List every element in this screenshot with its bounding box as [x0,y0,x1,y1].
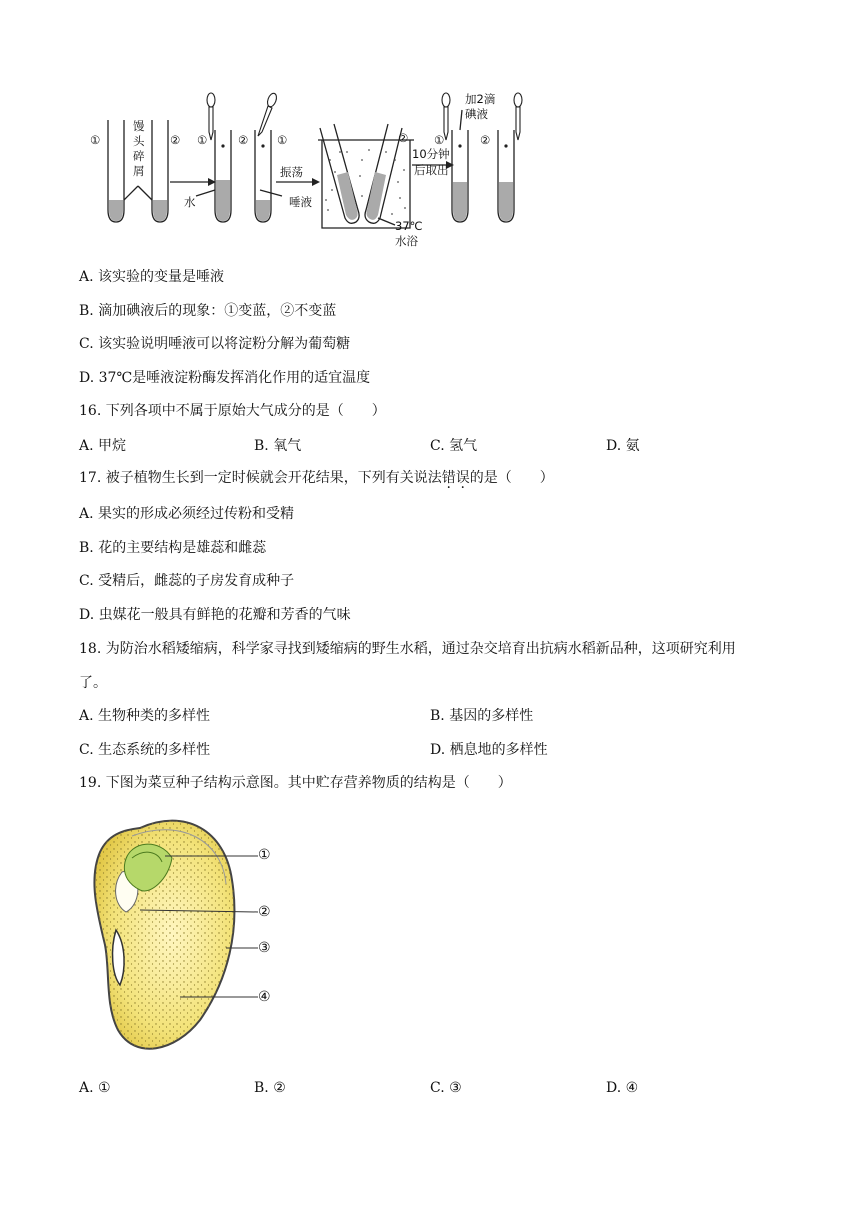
mantou-char-1: 馒 [133,119,145,133]
fig1-temp: 37℃ [395,219,423,233]
q15-option-c: C. 该实验说明唾液可以将淀粉分解为葡萄糖 [79,336,351,352]
fig1-water-bath: 水浴 [395,234,418,248]
q15-option-a: A. 该实验的变量是唾液 [79,269,225,285]
fig1-label-2d: ② [480,133,491,147]
q16-option-a: A. 甲烷 [79,438,127,454]
q16-option-b: B. 氧气 [254,438,302,454]
fig1-label-1d: ① [434,133,445,147]
q18-option-a: A. 生物种类的多样性 [79,708,211,724]
fig1-take-out-1: 10分钟 [412,147,450,161]
q19-option-a: A. ① [79,1080,111,1096]
q17-option-d: D. 虫媒花一般具有鲜艳的花瓣和芳香的气味 [79,607,351,623]
q16-option-d: D. 氨 [606,438,640,454]
fig1-saliva: 唾液 [289,195,312,209]
q18-stem-line-1: 18. 为防治水稻矮缩病，科学家寻找到矮缩病的野生水稻，通过杂交培育出抗病水稻新品种，这项研究利用 [79,641,736,657]
q16-option-c: C. 氢气 [430,438,478,454]
experiment-drawing [0,0,860,260]
q18-stem-line-2: 了。 [79,675,107,691]
fig1-label-1c: ① [277,133,288,147]
q17-stem-emphasis-2: 误 [455,470,470,486]
q17-stem-post: 的是（ ） [469,470,554,486]
q19-stem: 19. 下图为菜豆种子结构示意图。其中贮存营养物质的结构是（ ） [79,775,512,791]
fig1-shake: 振荡 [280,165,303,179]
fig1-label-2: ② [170,133,181,147]
q17-stem-emphasis-1: 错 [441,470,456,486]
seed-label-4: ④ [258,989,271,1005]
q17-option-a: A. 果实的形成必须经过传粉和受精 [79,506,295,522]
q15-option-d: D. 37℃是唾液淀粉酶发挥消化作用的适宜温度 [79,370,371,386]
mantou-char-4: 屑 [133,164,145,178]
fig1-add-iodine-2: 碘液 [465,107,488,121]
q17-stem [79,468,554,488]
q15-option-b: B. 滴加碘液后的现象：①变蓝，②不变蓝 [79,303,337,319]
q18-option-b: B. 基因的多样性 [430,708,534,724]
mantou-char-2: 头 [133,134,145,148]
fig1-add-iodine-1: 加2滴 [465,92,496,106]
fig1-label-2c: ② [398,131,409,145]
fig1-label-1: ① [90,133,101,147]
q19-option-d: D. ④ [606,1080,639,1096]
q17-stem-pre: 17. 被子植物生长到一定时候就会开花结果，下列有关说法 [79,470,442,486]
mantou-char-3: 碎 [133,149,145,163]
fig1-label-1b: ① [197,133,208,147]
q19-option-b: B. ② [254,1080,286,1096]
fig1-label-2b: ② [238,133,249,147]
fig1-water: 水 [184,195,196,209]
q18-option-c: C. 生态系统的多样性 [79,742,211,758]
seed-label-1: ① [258,847,271,863]
q16-stem: 16. 下列各项中不属于原始大气成分的是（ ） [79,403,386,419]
q18-option-d: D. 栖息地的多样性 [430,742,548,758]
fig1-take-out-2: 后取出 [414,163,449,177]
seed-label-2: ② [258,904,271,920]
q17-option-c: C. 受精后，雌蕊的子房发育成种子 [79,573,295,589]
seed-label-3: ③ [258,940,271,956]
q17-option-b: B. 花的主要结构是雄蕊和雌蕊 [79,540,267,556]
q19-option-c: C. ③ [430,1080,462,1096]
